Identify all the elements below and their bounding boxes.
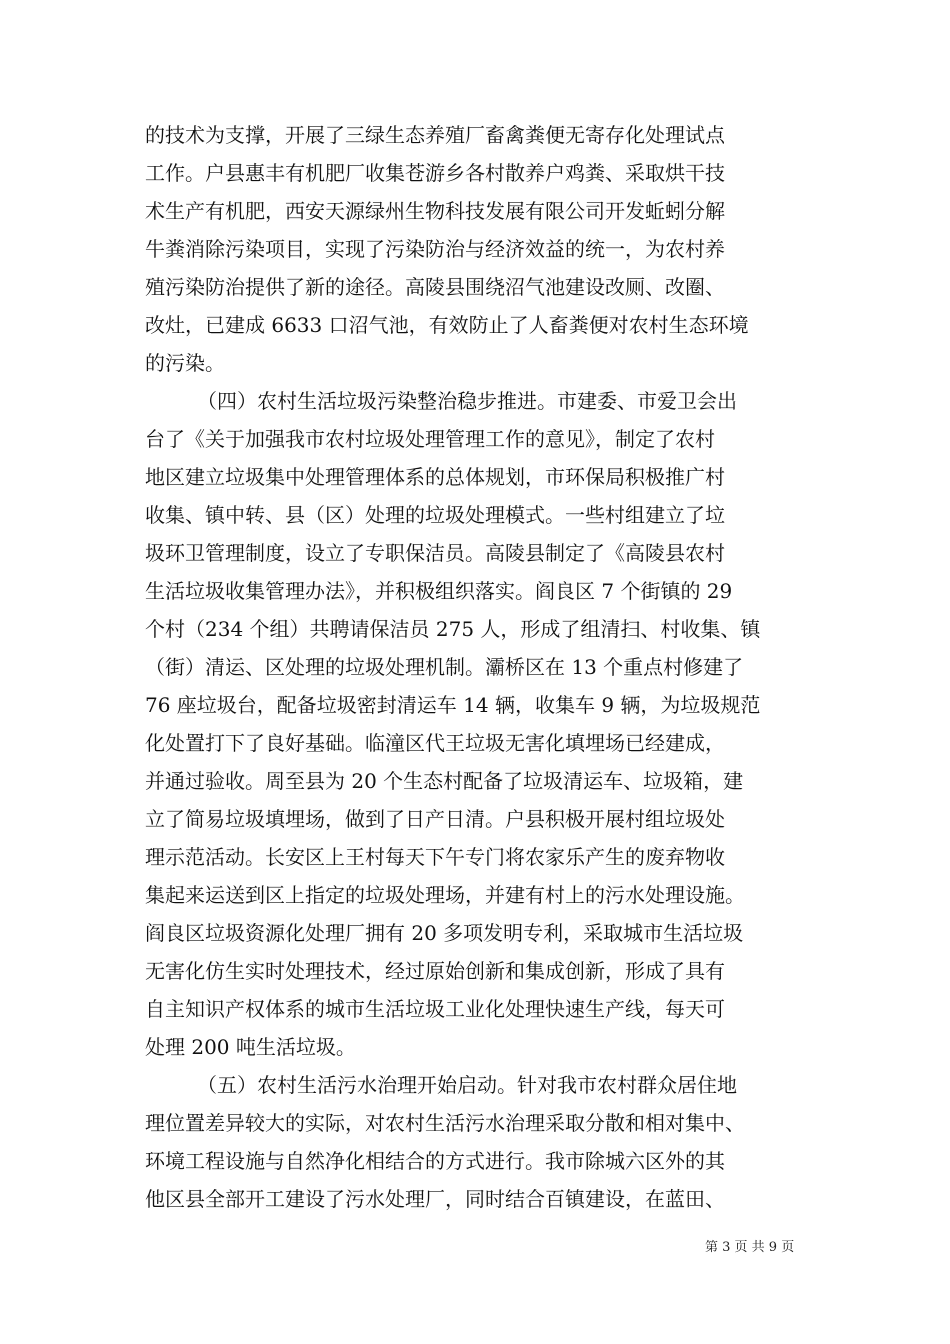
body-text-line: 环境工程设施与自然净化相结合的方式进行。我市除城六区外的其 <box>145 1149 725 1173</box>
body-text-line: 收集、镇中转、县（区）处理的垃圾处理模式。一些村组建立了垃 <box>145 503 725 527</box>
paragraph-start-line: （五）农村生活污水治理开始启动。针对我市农村群众居住地 <box>197 1073 737 1097</box>
body-text-line: 改灶，已建成 6633 口沼气池，有效防止了人畜粪便对农村生态环境 <box>145 313 749 337</box>
body-text-line: 并通过验收。周至县为 20 个生态村配备了垃圾清运车、垃圾箱，建 <box>145 769 744 793</box>
body-text-line: 工作。户县惠丰有机肥厂收集苍游乡各村散养户鸡粪、采取烘干技 <box>145 161 725 185</box>
body-text-line: 处理 200 吨生活垃圾。 <box>145 1035 356 1059</box>
body-text-line: 术生产有机肥，西安天源绿州生物科技发展有限公司开发蚯蚓分解 <box>145 199 725 223</box>
body-text-line: 个村（234 个组）共聘请保洁员 275 人，形成了组清扫、村收集、镇 <box>145 617 761 641</box>
body-text-line: 殖污染防治提供了新的途径。高陵县围绕沼气池建设改厕、改圈、 <box>145 275 725 299</box>
body-text-line: 化处置打下了良好基础。临潼区代王垃圾无害化填埋场已经建成， <box>145 731 725 755</box>
body-text-line: 牛粪消除污染项目，实现了污染防治与经济效益的统一，为农村养 <box>145 237 725 261</box>
body-text-line: 阎良区垃圾资源化处理厂拥有 20 多项发明专利，采取城市生活垃圾 <box>145 921 744 945</box>
body-text-line: 理示范活动。长安区上王村每天下午专门将农家乐产生的废弃物收 <box>145 845 725 869</box>
body-text-line: 台了《关于加强我市农村垃圾处理管理工作的意见》，制定了农村 <box>145 427 715 451</box>
body-text-line: 无害化仿生实时处理技术，经过原始创新和集成创新，形成了具有 <box>145 959 725 983</box>
body-text-line: 立了简易垃圾填埋场，做到了日产日清。户县积极开展村组垃圾处 <box>145 807 725 831</box>
body-text-line: 他区县全部开工建设了污水处理厂，同时结合百镇建设，在蓝田、 <box>145 1187 725 1211</box>
body-text-line: 自主知识产权体系的城市生活垃圾工业化处理快速生产线，每天可 <box>145 997 725 1021</box>
body-text-line: 理位置差异较大的实际，对农村生活污水治理采取分散和相对集中、 <box>145 1111 745 1135</box>
body-text-line: 圾环卫管理制度，设立了专职保洁员。高陵县制定了《高陵县农村 <box>145 541 725 565</box>
body-text-line: 的技术为支撑，开展了三绿生态养殖厂畜禽粪便无寄存化处理试点 <box>145 123 725 147</box>
body-text-line: 地区建立垃圾集中处理管理体系的总体规划，市环保局积极推广村 <box>145 465 725 489</box>
body-text-line: 集起来运送到区上指定的垃圾处理场，并建有村上的污水处理设施。 <box>145 883 745 907</box>
body-text-line: 的污染。 <box>145 351 225 375</box>
body-text-line: 76 座垃圾台，配备垃圾密封清运车 14 辆，收集车 9 辆，为垃圾规范 <box>145 693 761 717</box>
body-text-line: （街）清运、区处理的垃圾处理机制。灞桥区在 13 个重点村修建了 <box>145 655 744 679</box>
paragraph-start-line: （四）农村生活垃圾污染整治稳步推进。市建委、市爱卫会出 <box>197 389 737 413</box>
body-text-line: 生活垃圾收集管理办法》，并积极组织落实。阎良区 7 个街镇的 29 <box>145 579 733 603</box>
page-number: 第 3 页 共 9 页 <box>705 1240 795 1255</box>
